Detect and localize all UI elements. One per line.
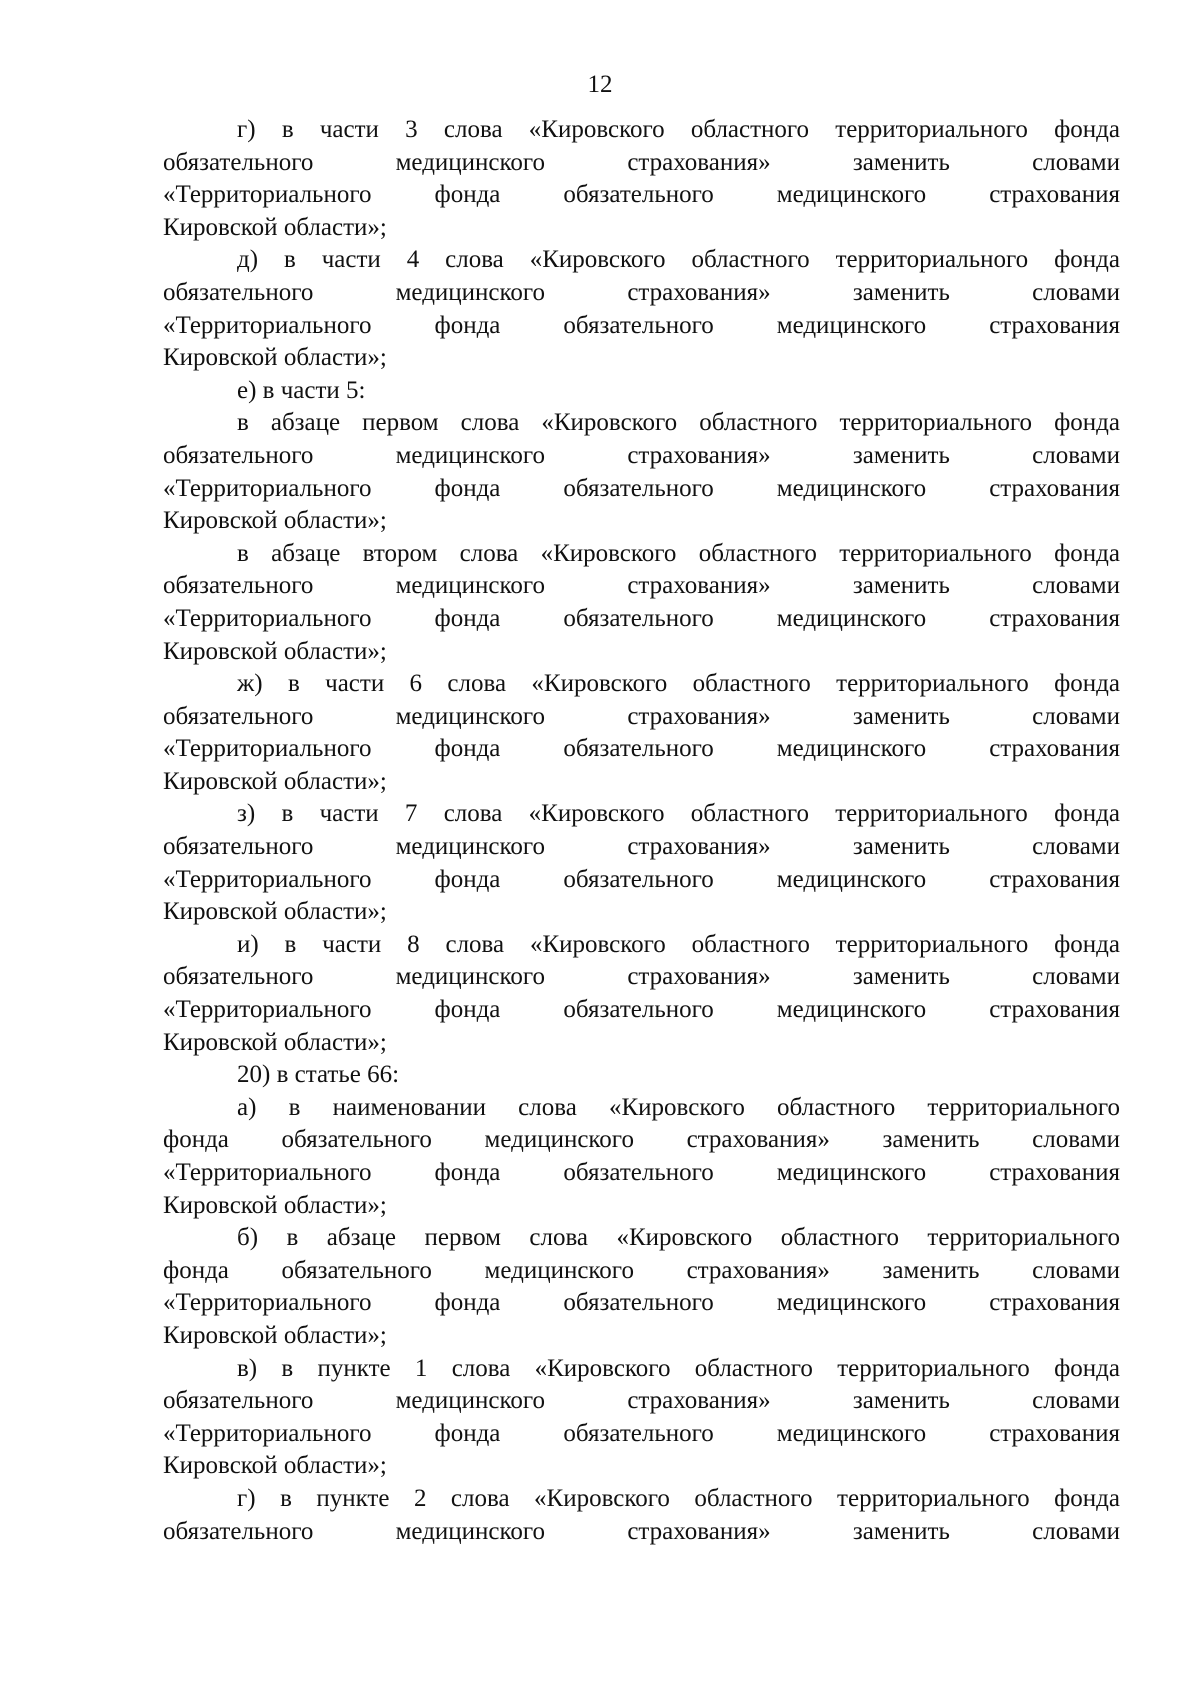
paragraph-line: «Территориального фонда обязательного медицинского страхования: [163, 1159, 1120, 1186]
paragraph: [163, 1353, 1120, 1483]
paragraph-line: «Территориального фонда обязательного медицинского страхования: [163, 996, 1120, 1024]
paragraph-line: в абзаце втором слова «Кировского областного территориального фонда: [237, 539, 1120, 567]
paragraph-line: обязательного медицинского страхования» заменить словами: [163, 1387, 1120, 1415]
paragraph-line: «Территориального фонда обязательного медицинского страхования: [163, 735, 1120, 763]
paragraph-line: д) в части 4 слова «Кировского областного территориального фонда: [237, 246, 1120, 274]
paragraph-line: б) в абзаце первом слова «Кировского областного территориального: [237, 1224, 1120, 1252]
paragraph-line: и) в части 8 слова «Кировского областного территориального фонда: [237, 930, 1120, 958]
paragraph: [163, 798, 1120, 928]
paragraph-line: г) в пункте 2 слова «Кировского областного территориального фонда: [237, 1484, 1120, 1512]
paragraph-line: Кировской области»;: [163, 1452, 387, 1480]
paragraph-line: е) в части 5:: [237, 376, 366, 404]
paragraph-line: «Территориального фонда обязательного медицинского страхования: [163, 1289, 1120, 1317]
paragraph-line: «Территориального фонда обязательного медицинского страхования: [163, 181, 1120, 209]
paragraph: [163, 1483, 1120, 1548]
paragraph-line: а) в наименовании слова «Кировского областного территориального: [237, 1093, 1120, 1121]
paragraph-line: Кировской области»;: [163, 637, 387, 665]
paragraph-line: Кировской области»;: [163, 1028, 387, 1056]
paragraph-line: фонда обязательного медицинского страхования» заменить словами: [163, 1126, 1120, 1154]
paragraph-line: обязательного медицинского страхования» заменить словами: [163, 572, 1120, 600]
paragraph: [163, 244, 1120, 374]
paragraph: [163, 114, 1120, 244]
paragraph-line: Кировской области»;: [163, 507, 387, 535]
paragraph-line: Кировской области»;: [163, 1191, 387, 1219]
paragraph-line: «Территориального фонда обязательного медицинского страхования: [163, 865, 1120, 893]
paragraph-line: Кировской области»;: [163, 767, 387, 795]
paragraph-line: 20) в статье 66:: [237, 1061, 400, 1089]
paragraph: [163, 929, 1120, 1059]
paragraph-line: Кировской области»;: [163, 898, 387, 926]
paragraph: [163, 375, 1120, 408]
paragraph-line: «Территориального фонда обязательного медицинского страхования: [163, 474, 1120, 502]
paragraph-line: г) в части 3 слова «Кировского областного территориального фонда: [237, 116, 1120, 143]
paragraph: [163, 538, 1120, 668]
paragraph-line: «Территориального фонда обязательного медицинского страхования: [163, 604, 1120, 632]
paragraph-line: з) в части 7 слова «Кировского областного территориального фонда: [237, 800, 1120, 828]
paragraph: [163, 1059, 1120, 1092]
paragraph: [163, 1092, 1120, 1222]
document-body: [163, 114, 1120, 1548]
paragraph-line: в) в пункте 1 слова «Кировского областного территориального фонда: [237, 1354, 1120, 1382]
paragraph-line: «Территориального фонда обязательного медицинского страхования: [163, 311, 1120, 339]
paragraph: [163, 668, 1120, 798]
paragraph-line: обязательного медицинского страхования» заменить словами: [163, 1517, 1120, 1545]
paragraph-line: Кировской области»;: [163, 213, 387, 241]
paragraph-line: Кировской области»;: [163, 1321, 387, 1349]
paragraph-line: фонда обязательного медицинского страхования» заменить словами: [163, 1256, 1120, 1284]
paragraph: [163, 407, 1120, 537]
paragraph-line: обязательного медицинского страхования» заменить словами: [163, 963, 1120, 991]
paragraph-line: ж) в части 6 слова «Кировского областного территориального фонда: [237, 670, 1120, 698]
paragraph-line: Кировской области»;: [163, 344, 387, 372]
paragraph: [163, 1222, 1120, 1352]
page-number: 12: [587, 71, 613, 98]
paragraph-line: обязательного медицинского страхования» заменить словами: [163, 702, 1120, 730]
paragraph-line: обязательного медицинского страхования» заменить словами: [163, 148, 1120, 176]
paragraph-line: обязательного медицинского страхования» заменить словами: [163, 278, 1120, 306]
paragraph-line: обязательного медицинского страхования» заменить словами: [163, 441, 1120, 469]
paragraph-line: «Территориального фонда обязательного медицинского страхования: [163, 1419, 1120, 1447]
paragraph-line: обязательного медицинского страхования» заменить словами: [163, 833, 1120, 861]
paragraph-line: в абзаце первом слова «Кировского областного территориального фонда: [237, 409, 1120, 437]
